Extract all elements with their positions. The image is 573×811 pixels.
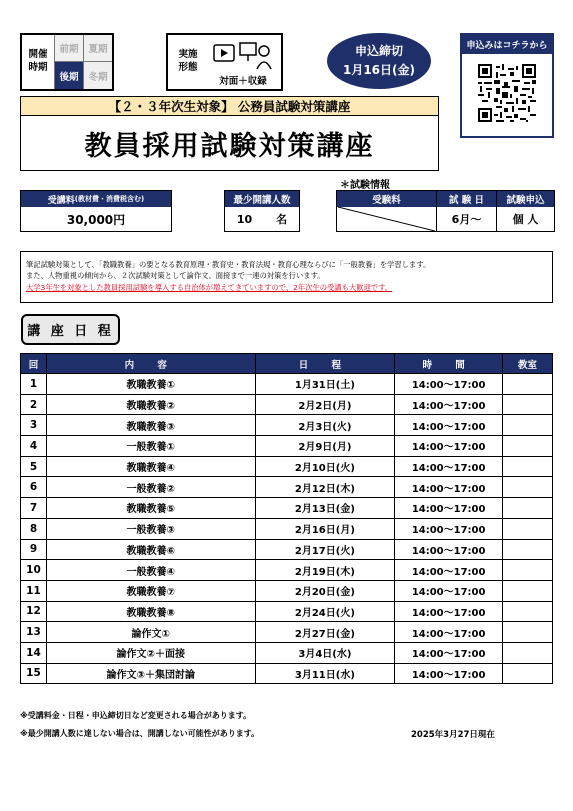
description-line-1: 筆記試験対策として、「教職教養」の要となる教育原理・教育史・教育法規・教育心理ならびに「一般教養」を学習します。 <box>26 260 431 269</box>
deadline-badge <box>327 33 431 89</box>
row-time: 14:00～17:00 <box>395 415 503 436</box>
row-num: 11 <box>21 580 47 601</box>
video-lecture-icon <box>212 39 278 73</box>
row-room <box>503 374 553 395</box>
period-summer: 夏期 <box>83 35 112 62</box>
header-num: 回 <box>21 354 47 374</box>
exam-apply-value: 個 人 <box>512 213 539 226</box>
row-time: 14:00～17:00 <box>395 642 503 663</box>
row-room <box>503 663 553 684</box>
exam-fee-col <box>337 191 436 231</box>
row-room <box>503 498 553 519</box>
deadline-date: 1月16日(金) <box>342 63 416 77</box>
row-content: 教職教養⑤ <box>46 498 255 519</box>
fee-head-note: (教材費・消費税含む) <box>74 195 145 203</box>
deadline-label: 申込締切 <box>354 44 403 59</box>
table-row <box>21 622 553 643</box>
row-date: 3月11日(水) <box>255 663 395 684</box>
exam-date-head: 試 験 日 <box>437 191 496 207</box>
header-date: 日 程 <box>255 354 395 374</box>
exam-date-col <box>436 191 496 231</box>
row-num: 12 <box>21 601 47 622</box>
row-date: 2月19日(木) <box>255 560 395 581</box>
row-room <box>503 622 553 643</box>
row-num: 13 <box>21 622 47 643</box>
fee-head <box>21 191 171 207</box>
exam-fee-head: 受験料 <box>337 191 436 207</box>
table-row <box>21 580 553 601</box>
course-description <box>20 251 553 303</box>
row-date: 2月27日(金) <box>255 622 395 643</box>
table-row <box>21 601 553 622</box>
header-room: 教室 <box>503 354 553 374</box>
row-date: 2月16日(月) <box>255 518 395 539</box>
description-line-2: また、人物重視の傾向から、２次試験対策として論作文、面接まで一連の対策を行います。 <box>26 271 325 281</box>
course-title: 教員採用試験対策講座 <box>20 116 439 171</box>
row-date: 2月12日(木) <box>255 477 395 498</box>
row-room <box>503 560 553 581</box>
schedule-label: 講 座 日 程 <box>21 314 120 345</box>
row-date: 2月9日(月) <box>255 436 395 457</box>
row-room <box>503 601 553 622</box>
min-participants-box <box>224 190 300 232</box>
exam-fee-value <box>337 207 436 231</box>
table-row <box>21 663 553 684</box>
exam-apply-col <box>496 191 554 231</box>
row-time: 14:00～17:00 <box>395 498 503 519</box>
row-num: 6 <box>21 477 47 498</box>
row-content: 一般教養① <box>46 436 255 457</box>
table-row <box>21 415 553 436</box>
period-second-active: 後期 <box>54 62 83 89</box>
exam-info-heading: ＊試験情報 <box>340 180 390 191</box>
table-row <box>21 477 553 498</box>
format-label: 実施 形態 <box>178 49 198 73</box>
qr-box[interactable] <box>460 33 554 138</box>
row-num: 7 <box>21 498 47 519</box>
row-room <box>503 477 553 498</box>
fee-box <box>20 190 172 232</box>
period-label: 開催 時期 <box>28 49 48 73</box>
period-first: 前期 <box>54 35 83 62</box>
row-time: 14:00～17:00 <box>395 560 503 581</box>
row-content: 一般教養③ <box>46 518 255 539</box>
exam-info-table <box>336 190 555 232</box>
header-time: 時 間 <box>395 354 503 374</box>
table-row <box>21 518 553 539</box>
row-content: 教職教養③ <box>46 415 255 436</box>
row-room <box>503 436 553 457</box>
row-num: 9 <box>21 539 47 560</box>
min-participants-head: 最少開講人数 <box>225 191 299 207</box>
row-content: 一般教養④ <box>46 560 255 581</box>
table-row <box>21 456 553 477</box>
row-time: 14:00～17:00 <box>395 663 503 684</box>
row-content: 教職教養⑧ <box>46 601 255 622</box>
description-highlight: 大学3年生を対象とした教員採用試験を導入する自治体が増えてきていますので、2年次生の受講も大歓迎です。 <box>26 282 393 292</box>
schedule-header-row <box>21 354 553 374</box>
table-row <box>21 498 553 519</box>
row-room <box>503 394 553 415</box>
row-num: 15 <box>21 663 47 684</box>
empty-cell-slash <box>338 207 435 231</box>
row-date: 1月31日(土) <box>255 374 395 395</box>
row-time: 14:00～17:00 <box>395 539 503 560</box>
row-date: 3月4日(水) <box>255 642 395 663</box>
row-time: 14:00～17:00 <box>395 456 503 477</box>
row-time: 14:00～17:00 <box>395 622 503 643</box>
note-changes: ※受講料金・日程・申込締切日など変更される場合があります。 <box>20 711 252 720</box>
fee-value: 30,000円 <box>66 212 126 227</box>
row-num: 2 <box>21 394 47 415</box>
exam-apply-head: 試験申込 <box>497 191 554 207</box>
row-time: 14:00～17:00 <box>395 477 503 498</box>
row-content: 論作文① <box>46 622 255 643</box>
row-time: 14:00～17:00 <box>395 601 503 622</box>
row-time: 14:00～17:00 <box>395 394 503 415</box>
row-time: 14:00～17:00 <box>395 580 503 601</box>
table-row <box>21 436 553 457</box>
row-num: 1 <box>21 374 47 395</box>
period-winter: 冬期 <box>83 62 112 89</box>
min-participants-unit: 名 <box>276 213 288 226</box>
row-date: 2月3日(火) <box>255 415 395 436</box>
min-participants-number: 10 <box>236 212 253 226</box>
row-content: 教職教養⑥ <box>46 539 255 560</box>
course-subtitle: 【２・３年次生対象】 公務員試験対策講座 <box>20 96 439 116</box>
row-content: 教職教養① <box>46 374 255 395</box>
row-content: 論作文②＋面接 <box>46 642 255 663</box>
row-room <box>503 518 553 539</box>
row-date: 2月13日(金) <box>255 498 395 519</box>
header-content: 内 容 <box>46 354 255 374</box>
row-room <box>503 415 553 436</box>
row-content: 一般教養② <box>46 477 255 498</box>
as-of-date: 2025年3月27日現在 <box>411 730 495 740</box>
row-num: 8 <box>21 518 47 539</box>
row-room <box>503 539 553 560</box>
row-date: 2月10日(火) <box>255 456 395 477</box>
table-row <box>21 560 553 581</box>
note-min-participants: ※最少開講人数に達しない場合は、開講しない可能性があります。 <box>20 729 260 738</box>
row-room <box>503 642 553 663</box>
row-time: 14:00～17:00 <box>395 436 503 457</box>
row-date: 2月2日(月) <box>255 394 395 415</box>
row-date: 2月17日(火) <box>255 539 395 560</box>
table-row <box>21 642 553 663</box>
row-time: 14:00～17:00 <box>395 374 503 395</box>
schedule-table <box>20 353 553 684</box>
row-content: 教職教養② <box>46 394 255 415</box>
row-content: 教職教養⑦ <box>46 580 255 601</box>
row-date: 2月20日(金) <box>255 580 395 601</box>
row-content: 論作文③＋集団討論 <box>46 663 255 684</box>
min-participants-value <box>225 207 299 231</box>
qr-code-icon[interactable] <box>478 64 536 122</box>
period-box <box>20 33 114 91</box>
row-num: 14 <box>21 642 47 663</box>
row-num: 5 <box>21 456 47 477</box>
row-room <box>503 456 553 477</box>
row-num: 10 <box>21 560 47 581</box>
table-row <box>21 374 553 395</box>
row-num: 4 <box>21 436 47 457</box>
row-num: 3 <box>21 415 47 436</box>
format-box <box>166 33 283 91</box>
row-room <box>503 580 553 601</box>
row-time: 14:00～17:00 <box>395 518 503 539</box>
table-row <box>21 394 553 415</box>
row-content: 教職教養④ <box>46 456 255 477</box>
exam-date-value: 6月～ <box>451 213 482 226</box>
format-caption: 対面＋収録 <box>219 76 267 87</box>
qr-title: 申込みはコチラから <box>462 35 552 54</box>
row-date: 2月24日(火) <box>255 601 395 622</box>
fee-head-label: 受講料 <box>47 195 75 206</box>
table-row <box>21 539 553 560</box>
